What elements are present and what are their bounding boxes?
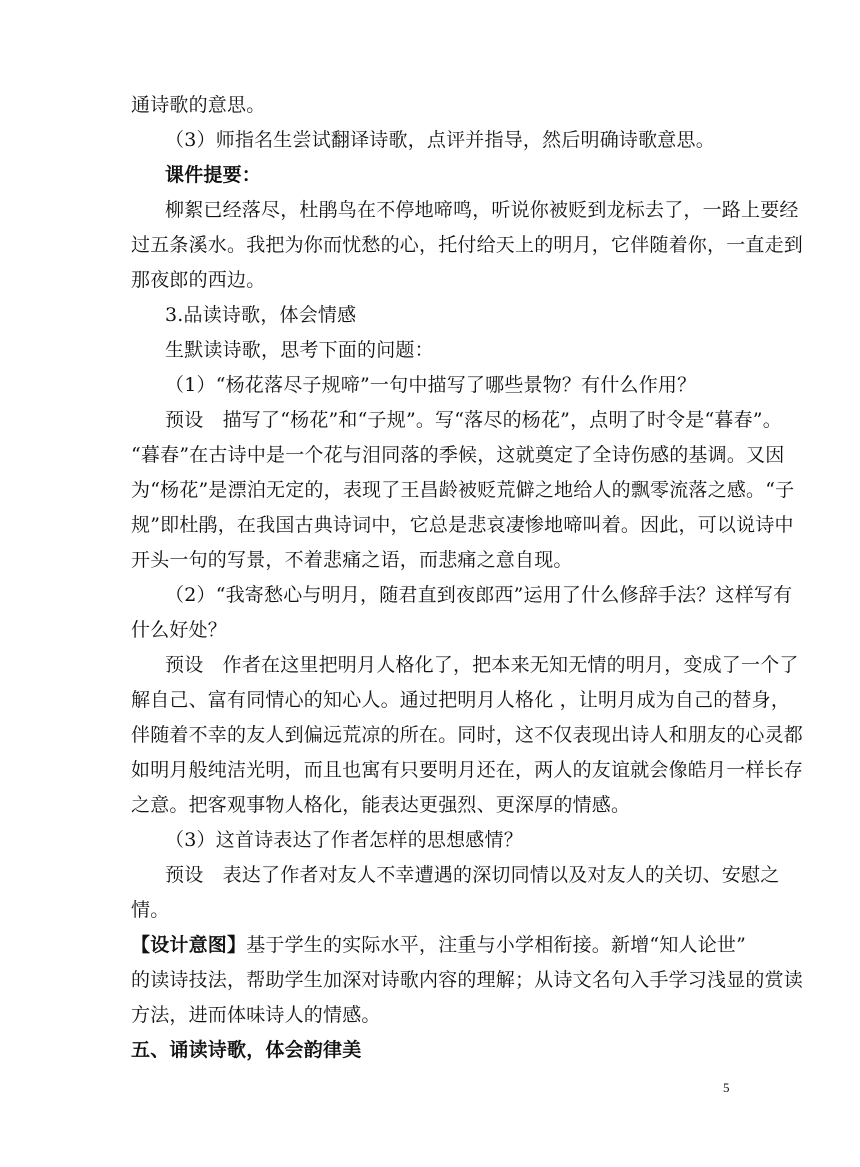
text-line: 伴随着不幸的友人到偏远荒凉的所在。同时，这不仅表现出诗人和朋友的心灵都 [131,724,804,746]
text-line: 规”即杜鹃，在我国古典诗词中，它总是悲哀凄惨地啼叫着。因此，可以说诗中 [131,514,794,536]
text-line: 柳絮已经落尽，杜鹃鸟在不停地啼鸣，听说你被贬到龙标去了，一路上要经 [165,199,799,221]
text-line [131,933,746,957]
text-line: 课件提要： [165,164,262,186]
text-line: 情。 [131,899,170,921]
text-line: 预设 描写了“杨花”和“子规”。写“落尽的杨花”，点明了时令是“暮春”。 [165,409,782,431]
text-line: 之意。把客观事物人格化，能表达更强烈、更深厚的情感。 [131,794,631,816]
text-line: 预设 作者在这里把明月人格化了，把本来无知无情的明月，变成了一个了 [165,654,799,676]
design-intent-text: 基于学生的实际水平，注重与小学相衔接。 [246,934,612,956]
text-line: 通诗歌的意思。 [131,94,266,116]
text-line: 的读诗技法，帮助学生加深对诗歌内容的理解；从诗文名句入手学习浅显的赏读 [131,969,804,991]
design-intent-text-cont: 新增“知人论世” [611,934,747,956]
text-line: （1）“杨花落尽子规啼”一句中描写了哪些景物？有什么作用？ [165,374,697,396]
text-line: （2）“我寄愁心与明月，随君直到夜郎西”运用了什么修辞手法？这样写有 [165,584,793,606]
text-line: 预设 表达了作者对友人不幸遭遇的深切同情以及对友人的关切、安慰之 [165,864,780,886]
text-line: 如明月般纯洁光明，而且也寓有只要明月还在，两人的友谊就会像皓月一样长存 [131,759,804,781]
design-intent-label: 【设计意图】 [131,934,247,956]
text-line: 开头一句的写景，不着悲痛之语，而悲痛之意自现。 [131,549,573,571]
text-line: 生默读诗歌，思考下面的问题： [165,339,434,361]
text-line: 解自己、富有同情心的知心人。通过把明月人格化 ，让明月成为自己的替身， [131,689,791,711]
text-line: 那夜郎的西边。 [131,269,266,291]
text-line: 过五条溪水。我把为你而忧愁的心，托付给天上的明月，它伴随着你，一直走到 [131,234,804,256]
text-line: （3）这首诗表达了作者怎样的思想感情？ [165,829,523,851]
page-number: 5 [723,1080,730,1095]
text-line: （3）师指名生尝试翻译诗歌，点评并指导，然后明确诗歌意思。 [165,129,715,151]
text-line: 3.品读诗歌，体会情感 [165,304,357,326]
text-line: 方法，进而体味诗人的情感。 [131,1004,381,1026]
text-line: 什么好处？ [131,619,228,641]
text-line: 为“杨花”是漂泊无定的，表现了王昌龄被贬荒僻之地给人的飘零流落之感。“子 [131,479,795,501]
text-line: 五、诵读诗歌，体会韵律美 [131,1039,362,1061]
text-line: “暮春”在古诗中是一个花与泪同落的季候，这就奠定了全诗伤感的基调。又因 [131,444,785,466]
